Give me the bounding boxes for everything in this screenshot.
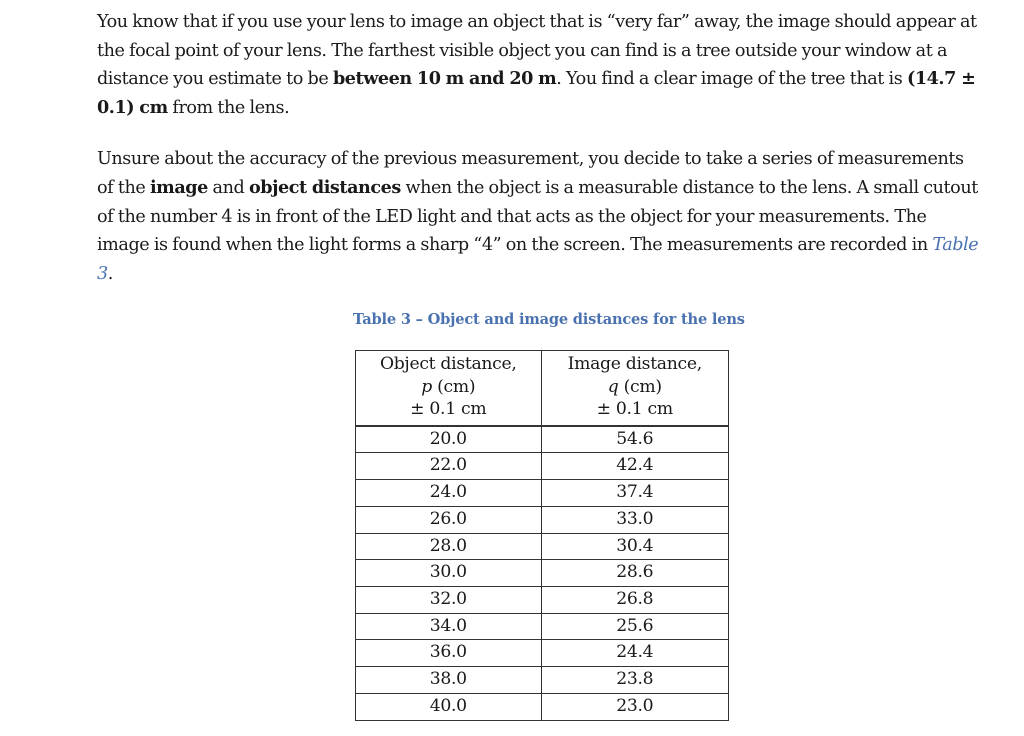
image-distance-cell: 23.0 [541, 693, 729, 720]
header-object-var-line [356, 376, 541, 399]
image-distance-cell: 26.8 [541, 587, 729, 614]
table-row [356, 693, 729, 720]
p1-text-2: . You find a clear image of the tree that is [556, 69, 907, 90]
table-body [356, 426, 729, 720]
paragraph-measurement-series [97, 145, 981, 288]
paragraph-lens-focal-point [97, 8, 977, 122]
header-image-var: q [607, 376, 619, 397]
image-distance-cell: 33.0 [541, 506, 729, 533]
header-object-distance [356, 351, 542, 426]
image-distance-cell: 24.4 [541, 640, 729, 667]
object-distance-cell: 22.0 [356, 453, 542, 480]
table-row [356, 506, 729, 533]
header-image-var-line [542, 376, 729, 399]
header-image-label: Image distance, [567, 354, 702, 374]
header-image-uncertainty: ± 0.1 cm [596, 399, 673, 420]
object-distance-cell: 28.0 [356, 533, 542, 560]
table-row [356, 533, 729, 560]
p2-text-1: Unsure about the accuracy of the previous measurement, you decide to take a series of measurements of the [97, 149, 964, 198]
table-header-row [356, 351, 729, 426]
table-row [356, 480, 729, 507]
header-image-unit: (cm) [618, 376, 662, 397]
image-distance-cell: 30.4 [541, 533, 729, 560]
p1-text-3: from the lens. [167, 97, 290, 118]
object-distance-cell: 34.0 [356, 613, 542, 640]
p1-bold-distance-range: between 10 m and 20 m [332, 68, 557, 90]
object-distance-cell: 30.0 [356, 560, 542, 587]
object-distance-cell: 40.0 [356, 693, 542, 720]
table-row [356, 667, 729, 694]
p2-text-2: and [207, 177, 249, 198]
header-image-distance [541, 351, 729, 426]
object-distance-cell: 26.0 [356, 506, 542, 533]
object-distance-cell: 24.0 [356, 480, 542, 507]
image-distance-cell: 25.6 [541, 613, 729, 640]
header-object-label: Object distance, [379, 354, 517, 374]
header-object-unit: (cm) [431, 376, 476, 397]
image-distance-cell: 23.8 [541, 667, 729, 694]
table-row [356, 587, 729, 614]
p2-bold-object-distances: object distances [248, 176, 401, 198]
table-caption: Table 3 – Object and image distances for the lens [353, 311, 745, 328]
table-row [356, 613, 729, 640]
table-row [356, 426, 729, 453]
object-distance-cell: 32.0 [356, 587, 542, 614]
p1-text-1: You know that if you use your lens to image an object that is “very far” away, the image should appear at the focal point of your lens. The farthest visible object you can find is a tree outside your window at a distance you estimate to be [97, 12, 977, 90]
table-row [356, 640, 729, 667]
p1-bold-image-distance: (14.7 ± 0.1) cm [97, 68, 976, 118]
image-distance-cell: 54.6 [541, 426, 729, 453]
p2-text-4: . [107, 263, 113, 284]
document-body [97, 8, 987, 288]
table-row [356, 560, 729, 587]
p2-bold-image: image [149, 176, 208, 198]
image-distance-cell: 28.6 [541, 560, 729, 587]
image-distance-cell: 37.4 [541, 480, 729, 507]
distance-table [355, 350, 729, 721]
header-object-uncertainty: ± 0.1 cm [410, 399, 487, 420]
object-distance-cell: 36.0 [356, 640, 542, 667]
header-object-var: p [421, 376, 432, 397]
table-3-reference-link[interactable]: Table 3 [97, 235, 979, 284]
object-distance-cell: 38.0 [356, 667, 542, 694]
table-row [356, 453, 729, 480]
image-distance-cell: 42.4 [541, 453, 729, 480]
object-distance-cell: 20.0 [356, 426, 542, 453]
p2-text-3: when the object is a measurable distance to the lens. A small cutout of the number 4 is in front of the LED light and that acts as the object for your measurements. The image is found when the light forms a sharp “4” on the screen. The measurements are recorded in [97, 177, 978, 256]
